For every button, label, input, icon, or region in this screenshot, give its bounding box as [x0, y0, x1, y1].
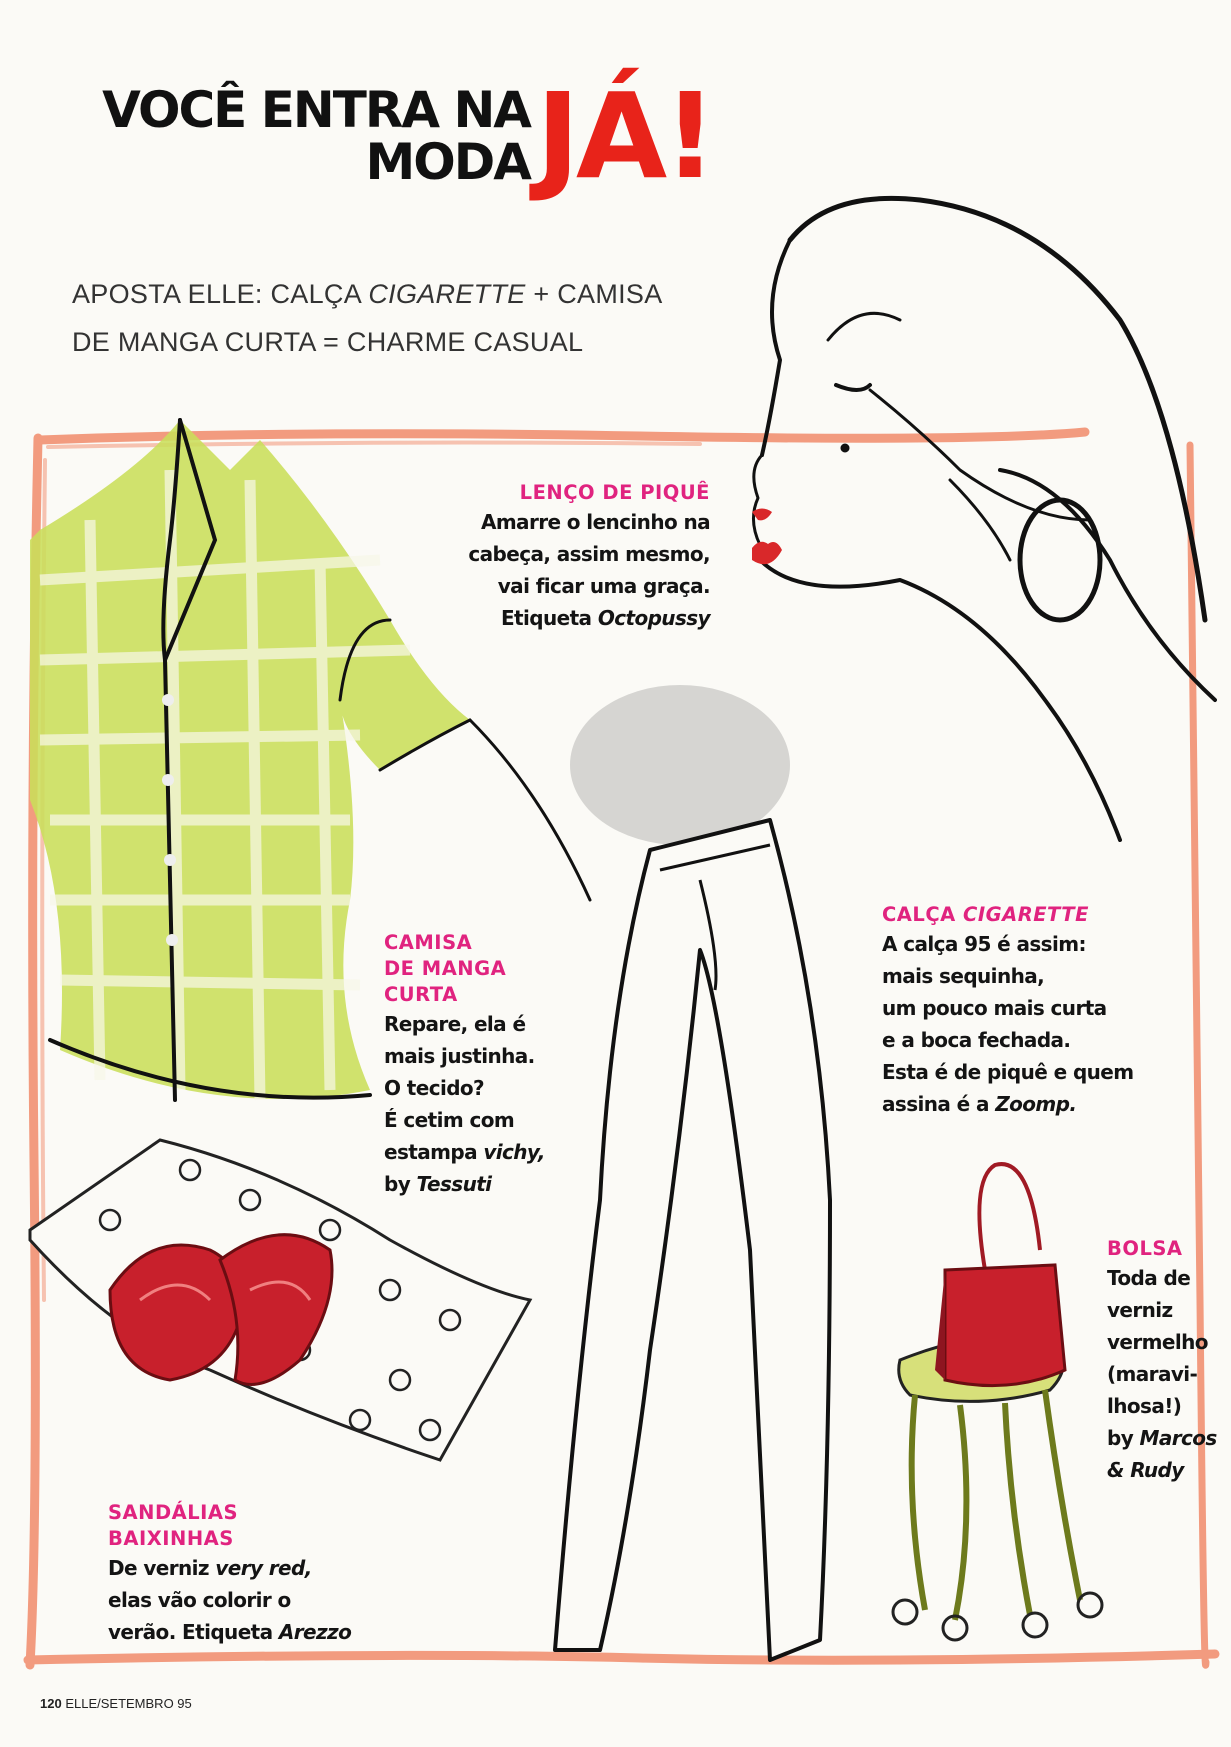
- caption-calca-line4: e a boca fechada.: [882, 1028, 1071, 1052]
- caption-sandalias-line2: elas vão colorir o: [108, 1588, 291, 1612]
- caption-bolsa-line6-a: by: [1107, 1426, 1140, 1450]
- caption-camisa-line1: Repare, ela é: [384, 1012, 526, 1036]
- caption-bolsa-line7: [1107, 1454, 1227, 1486]
- caption-calca-line3: um pouco mais curta: [882, 996, 1107, 1020]
- headline-accent: JÁ!: [536, 67, 714, 205]
- caption-camisa-body: [384, 1008, 584, 1200]
- caption-bolsa-line4: (maravi-: [1107, 1362, 1198, 1386]
- headline: [60, 81, 530, 191]
- caption-sandalias-line1-italic: very red,: [215, 1556, 312, 1580]
- caption-bolsa: [1107, 1236, 1227, 1486]
- caption-bolsa-line7-italic: & Rudy: [1107, 1458, 1184, 1482]
- caption-camisa-line6: [384, 1168, 584, 1200]
- caption-camisa-line4: É cetim com: [384, 1108, 515, 1132]
- caption-lenco-line2: cabeça, assim mesmo,: [468, 542, 710, 566]
- caption-bolsa-title: BOLSA: [1107, 1237, 1183, 1260]
- caption-sandalias-title2: BAIXINHAS: [108, 1527, 234, 1550]
- caption-bolsa-line3: vermelho: [1107, 1330, 1208, 1354]
- caption-camisa-title2: DE MANGA: [384, 957, 507, 980]
- caption-camisa-line6-a: by: [384, 1172, 417, 1196]
- caption-sandalias: [108, 1500, 438, 1648]
- caption-sandalias-line3-a: verão. Etiqueta: [108, 1620, 279, 1644]
- caption-camisa-line3: O tecido?: [384, 1076, 485, 1100]
- caption-bolsa-line1: Toda de: [1107, 1266, 1191, 1290]
- subtitle-line1: [72, 270, 752, 318]
- caption-sandalias-line1: [108, 1552, 438, 1584]
- headline-line1: VOCÊ ENTRA NA: [102, 81, 530, 139]
- caption-sandalias-line3: [108, 1616, 438, 1648]
- woman-head-illustration: [753, 198, 1215, 840]
- subtitle: [72, 270, 752, 366]
- caption-sandalias-line1-a: De verniz: [108, 1556, 216, 1580]
- caption-calca-line2: mais sequinha,: [882, 964, 1045, 988]
- caption-sandalias-title1: SANDÁLIAS: [108, 1501, 239, 1524]
- caption-bolsa-line6: [1107, 1422, 1227, 1454]
- caption-lenco-body: [440, 506, 710, 634]
- caption-calca-line1: A calça 95 é assim:: [882, 932, 1086, 956]
- red-handbag: [935, 1164, 1065, 1386]
- caption-camisa-title3: CURTA: [384, 983, 458, 1006]
- folio-page-number: 120: [40, 1696, 62, 1711]
- caption-bolsa-line2: verniz: [1107, 1298, 1173, 1322]
- caption-camisa-line5-a: estampa: [384, 1140, 484, 1164]
- subtitle-line2: DE MANGA CURTA = CHARME CASUAL: [72, 327, 584, 357]
- caption-calca-title-a: CALÇA: [882, 903, 964, 926]
- caption-sandalias-body: [108, 1552, 438, 1648]
- caption-calca-line6-italic: Zoomp.: [995, 1092, 1077, 1116]
- headline-line2: MODA: [365, 133, 530, 191]
- caption-lenco-line3: vai ficar uma graça.: [497, 574, 710, 598]
- caption-calca: [882, 902, 1182, 1120]
- caption-lenco-line4: [440, 602, 710, 634]
- subtitle-line1-italic: CIGARETTE: [368, 279, 526, 309]
- caption-sandalias-line3-italic: Arezzo: [278, 1620, 352, 1644]
- caption-camisa-line6-italic: Tessuti: [416, 1172, 492, 1196]
- folio-issue: ELLE/SETEMBRO 95: [61, 1696, 192, 1711]
- caption-bolsa-line6-italic: Marcos: [1139, 1426, 1217, 1450]
- caption-camisa-line5-italic: vichy,: [483, 1140, 545, 1164]
- caption-lenco-line4-a: Etiqueta: [501, 606, 598, 630]
- caption-calca-title-italic: CIGARETTE: [963, 903, 1089, 926]
- caption-calca-line6-a: assina é a: [882, 1092, 996, 1116]
- caption-sandalias-title: [108, 1500, 438, 1552]
- caption-bolsa-line5: lhosa!): [1107, 1394, 1182, 1418]
- caption-lenco-title: LENÇO DE PIQUÊ: [519, 481, 710, 504]
- caption-lenco-line4-italic: Octopussy: [597, 606, 710, 630]
- caption-bolsa-body: [1107, 1262, 1227, 1486]
- caption-calca-title: [882, 902, 1182, 928]
- caption-camisa-line2: mais justinha.: [384, 1044, 535, 1068]
- torso-shadow: [570, 685, 790, 845]
- caption-lenco-line1: Amarre o lencinho na: [480, 510, 710, 534]
- caption-calca-line6: [882, 1088, 1182, 1120]
- subtitle-line1-b: + CAMISA: [525, 279, 663, 309]
- cigarette-pants: [555, 820, 830, 1660]
- page-folio: [40, 1696, 192, 1711]
- caption-camisa-title: [384, 930, 584, 1008]
- caption-camisa-title1: CAMISA: [384, 931, 473, 954]
- caption-calca-body: [882, 928, 1182, 1120]
- caption-camisa-line5: [384, 1136, 584, 1168]
- subtitle-line1-a: APOSTA ELLE: CALÇA: [72, 279, 369, 309]
- caption-calca-line5: Esta é de piquê e quem: [882, 1060, 1134, 1084]
- caption-lenco: [440, 480, 710, 634]
- caption-camisa: [384, 930, 584, 1200]
